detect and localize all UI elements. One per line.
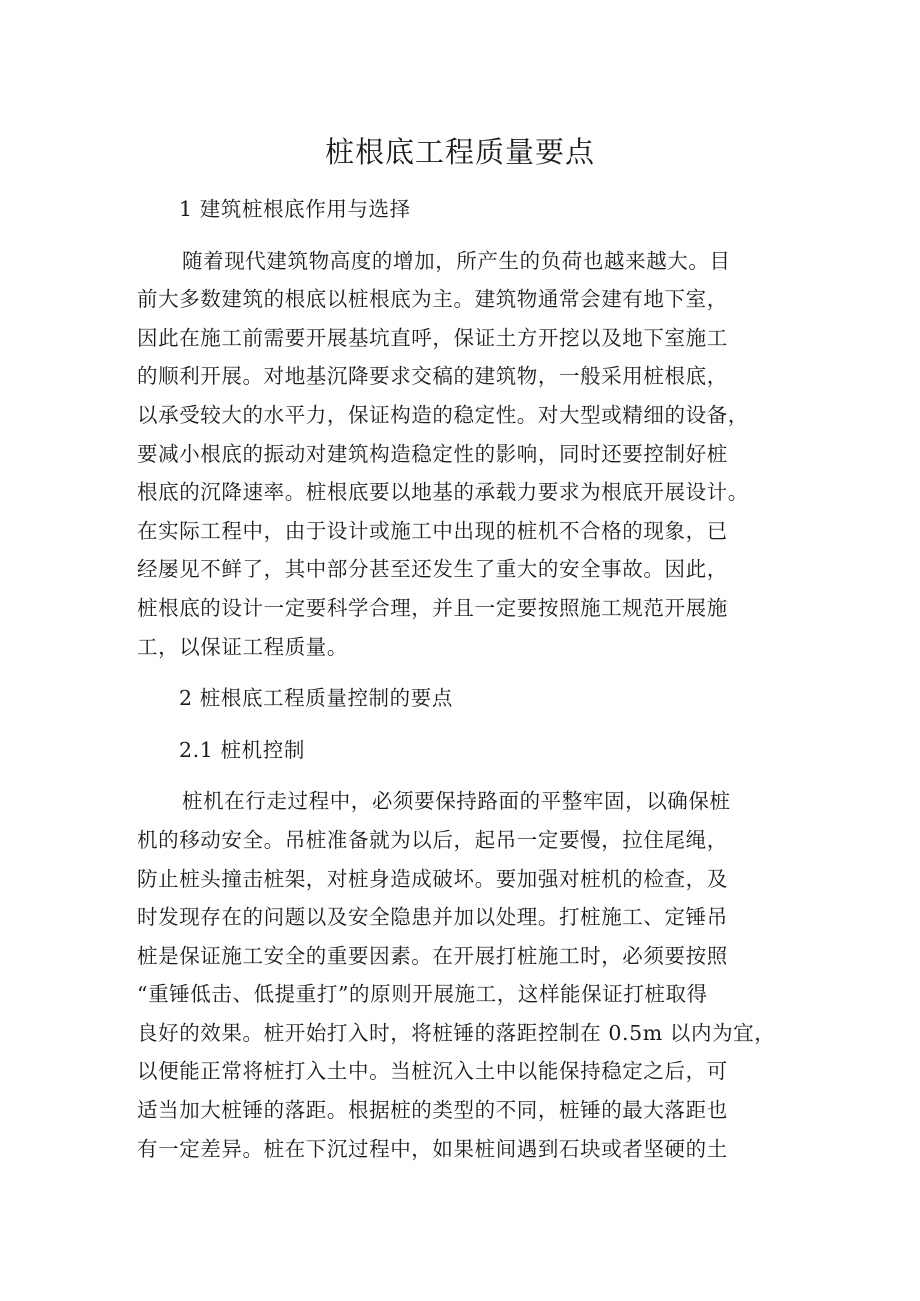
paragraph-line: 要减小根底的振动对建筑构造稳定性的影响，同时还要控制好桩 — [137, 441, 728, 466]
paragraph — [137, 782, 797, 1168]
paragraph-line: 前大多数建筑的根底以桩根底为主。建筑物通常会建有地下室， — [137, 287, 728, 312]
paragraph-line: 因此在施工前需要开展基坑直呼，保证土方开挖以及地下室施工 — [137, 325, 728, 350]
paragraph-line: 适当加大桩锤的落距。根据桩的类型的不同，桩锤的最大落距也 — [137, 1098, 728, 1123]
paragraph-line: 有一定差异。桩在下沉过程中，如果桩间遇到石块或者坚硬的土 — [137, 1136, 728, 1161]
paragraph-line: 桩机在行走过程中，必须要保持路面的平整牢固，以确保桩 — [182, 789, 731, 814]
paragraph-line: 以便能正常将桩打入土中。当桩沉入土中以能保持稳定之后，可 — [137, 1059, 728, 1084]
paragraph-line: 时发现存在的问题以及安全隐患并加以处理。打桩施工、定锤吊 — [137, 905, 728, 930]
paragraph-line: 桩是保证施工安全的重要因素。在开展打桩施工时，必须要按照 — [137, 943, 728, 968]
paragraph-line: 随着现代建筑物高度的增加，所产生的负荷也越来越大。目 — [182, 248, 731, 273]
section-heading: 1 建筑桩根底作用与选择 — [179, 197, 411, 221]
paragraph-line: 良好的效果。桩开始打入时，将桩锤的落距控制在 0.5m 以内为宜， — [137, 1020, 776, 1045]
paragraph-line: 机的移动安全。吊桩准备就为以后，起吊一定要慢，拉住尾绳， — [137, 827, 728, 852]
paragraph-line: 工，以保证工程质量。 — [137, 634, 348, 659]
document-title: 桩根底工程质量要点 — [324, 135, 595, 169]
paragraph-line: 根底的沉降速率。桩根底要以地基的承载力要求为根底开展设计。 — [137, 480, 749, 505]
section-heading: 2 桩根底工程质量控制的要点 — [179, 686, 453, 711]
paragraph-line: 防止桩头撞击桩架，对桩身造成破坏。要加强对桩机的检查，及 — [137, 866, 728, 891]
document-body — [137, 190, 797, 1168]
paragraph — [137, 242, 797, 667]
subsection-heading: 2.1 桩机控制 — [179, 737, 305, 762]
paragraph-line: 经屡见不鲜了，其中部分甚至还发生了重大的安全事故。因此， — [137, 557, 728, 582]
paragraph-line: 桩根底的设计一定要科学合理，并且一定要按照施工规范开展施 — [137, 595, 728, 620]
paragraph-line: 的顺利开展。对地基沉降要求交稿的建筑物，一般采用桩根底， — [137, 364, 728, 389]
paragraph-line: 以承受较大的水平力，保证构造的稳定性。对大型或精细的设备， — [137, 402, 749, 427]
paragraph-line: “重锤低击、低提重打”的原则开展施工，这样能保证打桩取得 — [137, 982, 708, 1007]
paragraph-line: 在实际工程中，由于设计或施工中出现的桩机不合格的现象，已 — [137, 518, 728, 543]
